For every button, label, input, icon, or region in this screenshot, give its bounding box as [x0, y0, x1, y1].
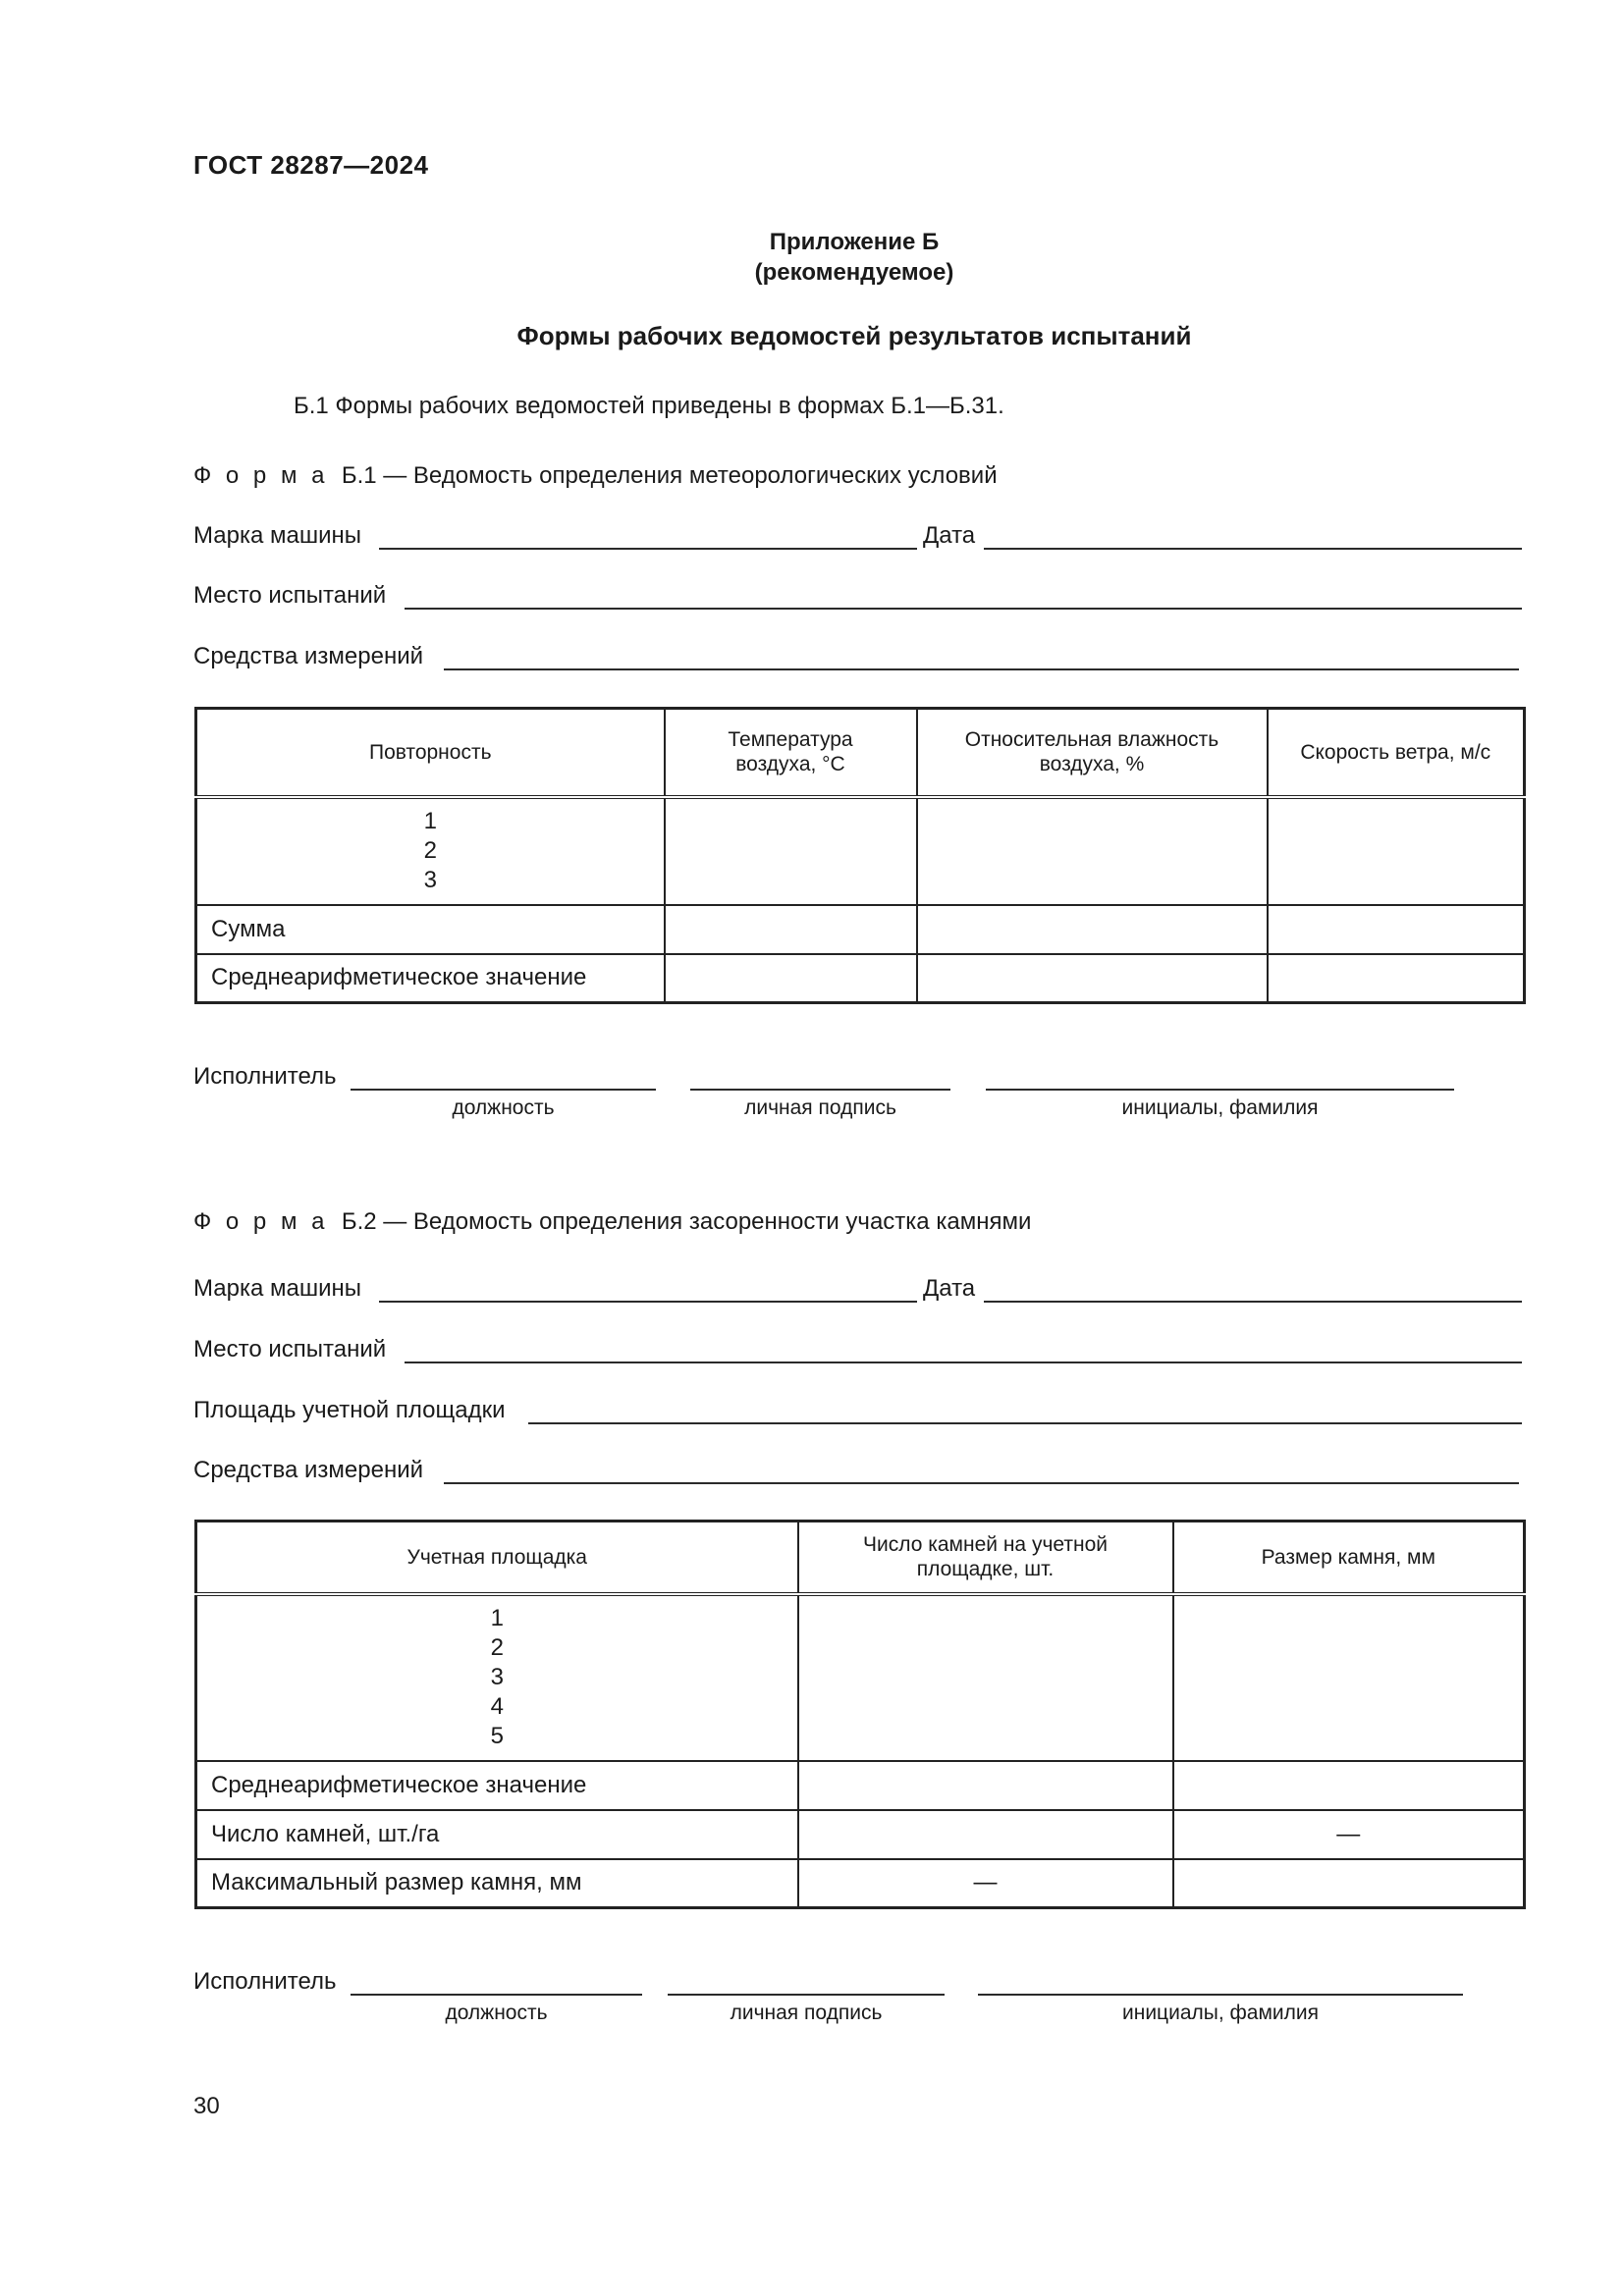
form1-cell-empty	[665, 905, 917, 954]
form1-number-2: 2	[423, 837, 437, 864]
form2-title: Б.2 — Ведомость определения засоренности участка камнями	[341, 1208, 1032, 1235]
form1-numbers-cell	[196, 797, 665, 905]
form1-table-header-row	[196, 709, 1525, 797]
form1-title: Б.1 — Ведомость определения метеорологических условий	[341, 462, 998, 489]
form2-executor-position-line	[351, 1994, 642, 1996]
form1-means-label: Средства измерений	[193, 643, 424, 669]
form1-th-wind: Скорость ветра, м/с	[1268, 709, 1525, 797]
form1-number-3: 3	[423, 867, 437, 893]
form2-table-row-numbers	[196, 1594, 1525, 1761]
form2-table-row-max	[196, 1859, 1525, 1908]
form2-area-line	[528, 1422, 1522, 1424]
form2-caption	[193, 1208, 1031, 1236]
form2-table-row-count	[196, 1810, 1525, 1859]
form1-prefix: Ф о р м а	[193, 462, 329, 489]
form2-table	[194, 1520, 1526, 1909]
form2-caption-position: должность	[445, 2002, 548, 2024]
form1-th-repeat: Повторность	[196, 709, 665, 797]
form2-place-label: Место испытаний	[193, 1336, 387, 1362]
form1-table	[194, 707, 1526, 1004]
form1-executor-signature-line	[690, 1089, 950, 1091]
form2-date-line	[984, 1301, 1522, 1303]
form2-th-stone-size: Размер камня, мм	[1173, 1522, 1525, 1594]
appendix-title: Приложение Б	[769, 229, 940, 255]
form2-date-label: Дата	[923, 1275, 976, 1302]
form1-date-line	[984, 548, 1522, 550]
form1-cell-empty	[917, 797, 1268, 905]
intro-paragraph: Б.1 Формы рабочих ведомостей приведены в формах Б.1—Б.31.	[294, 393, 1004, 419]
form2-number-5: 5	[490, 1723, 504, 1749]
form1-executor-name-line	[986, 1089, 1454, 1091]
form1-cell-empty	[917, 954, 1268, 1003]
form2-cell-empty	[1173, 1594, 1525, 1761]
page-number: 30	[193, 2093, 220, 2119]
form2-cell-empty	[798, 1594, 1173, 1761]
form2-cell-empty	[798, 1761, 1173, 1810]
form2-number-3: 3	[490, 1664, 504, 1690]
form1-caption	[193, 462, 998, 490]
form2-prefix: Ф о р м а	[193, 1208, 329, 1235]
form1-date-label: Дата	[923, 522, 976, 549]
form2-place-line	[405, 1362, 1522, 1363]
form2-cell-empty	[1173, 1761, 1525, 1810]
form1-table-row-sum	[196, 905, 1525, 954]
form2-machine-label: Марка машины	[193, 1275, 362, 1302]
form2-executor-signature-line	[668, 1994, 945, 1996]
form2-means-label: Средства измерений	[193, 1457, 424, 1483]
form2-row-count-label: Число камней, шт./га	[196, 1810, 798, 1859]
form1-table-row-numbers	[196, 797, 1525, 905]
appendix-status: (рекомендуемое)	[754, 259, 954, 286]
form1-th-humidity: Относительная влажность воздуха, %	[917, 709, 1268, 797]
form1-machine-line	[379, 548, 917, 550]
form1-place-line	[405, 608, 1522, 610]
form2-area-label: Площадь учетной площадки	[193, 1397, 506, 1423]
form2-row-count-dash: —	[1173, 1810, 1525, 1859]
form2-number-4: 4	[490, 1693, 504, 1720]
form2-numbers-cell	[196, 1594, 798, 1761]
form2-caption-name: инициалы, фамилия	[1122, 2002, 1319, 2024]
form2-cell-empty	[798, 1810, 1173, 1859]
form2-row-max-dash: —	[798, 1859, 1173, 1908]
form1-place-label: Место испытаний	[193, 582, 387, 609]
form1-caption-name: инициалы, фамилия	[1121, 1096, 1319, 1119]
form2-row-max-label: Максимальный размер камня, мм	[196, 1859, 798, 1908]
form1-executor-label: Исполнитель	[193, 1063, 337, 1090]
form1-caption-position: должность	[452, 1096, 555, 1119]
form2-means-line	[444, 1482, 1519, 1484]
form1-table-row-mean	[196, 954, 1525, 1003]
form2-caption-signature: личная подпись	[730, 2002, 883, 2024]
form1-row-sum-label: Сумма	[196, 905, 665, 954]
form1-th-temperature: Температура воздуха, °С	[665, 709, 917, 797]
form1-cell-empty	[1268, 905, 1525, 954]
appendix-heading: Формы рабочих ведомостей результатов испытаний	[516, 321, 1192, 350]
form2-th-stone-count: Число камней на учетной площадке, шт.	[798, 1522, 1173, 1594]
form1-number-1: 1	[423, 808, 437, 834]
form2-table-header-row	[196, 1522, 1525, 1594]
form1-means-line	[444, 668, 1519, 670]
form1-cell-empty	[1268, 954, 1525, 1003]
form1-machine-label: Марка машины	[193, 522, 362, 549]
form2-executor-name-line	[978, 1994, 1463, 1996]
form2-number-2: 2	[490, 1634, 504, 1661]
form1-cell-empty	[665, 954, 917, 1003]
form1-cell-empty	[1268, 797, 1525, 905]
form1-row-mean-label: Среднеарифметическое значение	[196, 954, 665, 1003]
form1-cell-empty	[917, 905, 1268, 954]
form2-table-row-mean	[196, 1761, 1525, 1810]
document-code: ГОСТ 28287—2024	[193, 150, 429, 180]
form2-machine-line	[379, 1301, 917, 1303]
form2-cell-empty	[1173, 1859, 1525, 1908]
form2-executor-label: Исполнитель	[193, 1968, 337, 1995]
form2-th-plot: Учетная площадка	[196, 1522, 798, 1594]
form1-executor-position-line	[351, 1089, 656, 1091]
form1-caption-signature: личная подпись	[744, 1096, 896, 1119]
form2-number-1: 1	[490, 1605, 504, 1631]
form1-cell-empty	[665, 797, 917, 905]
form2-row-mean-label: Среднеарифметическое значение	[196, 1761, 798, 1810]
